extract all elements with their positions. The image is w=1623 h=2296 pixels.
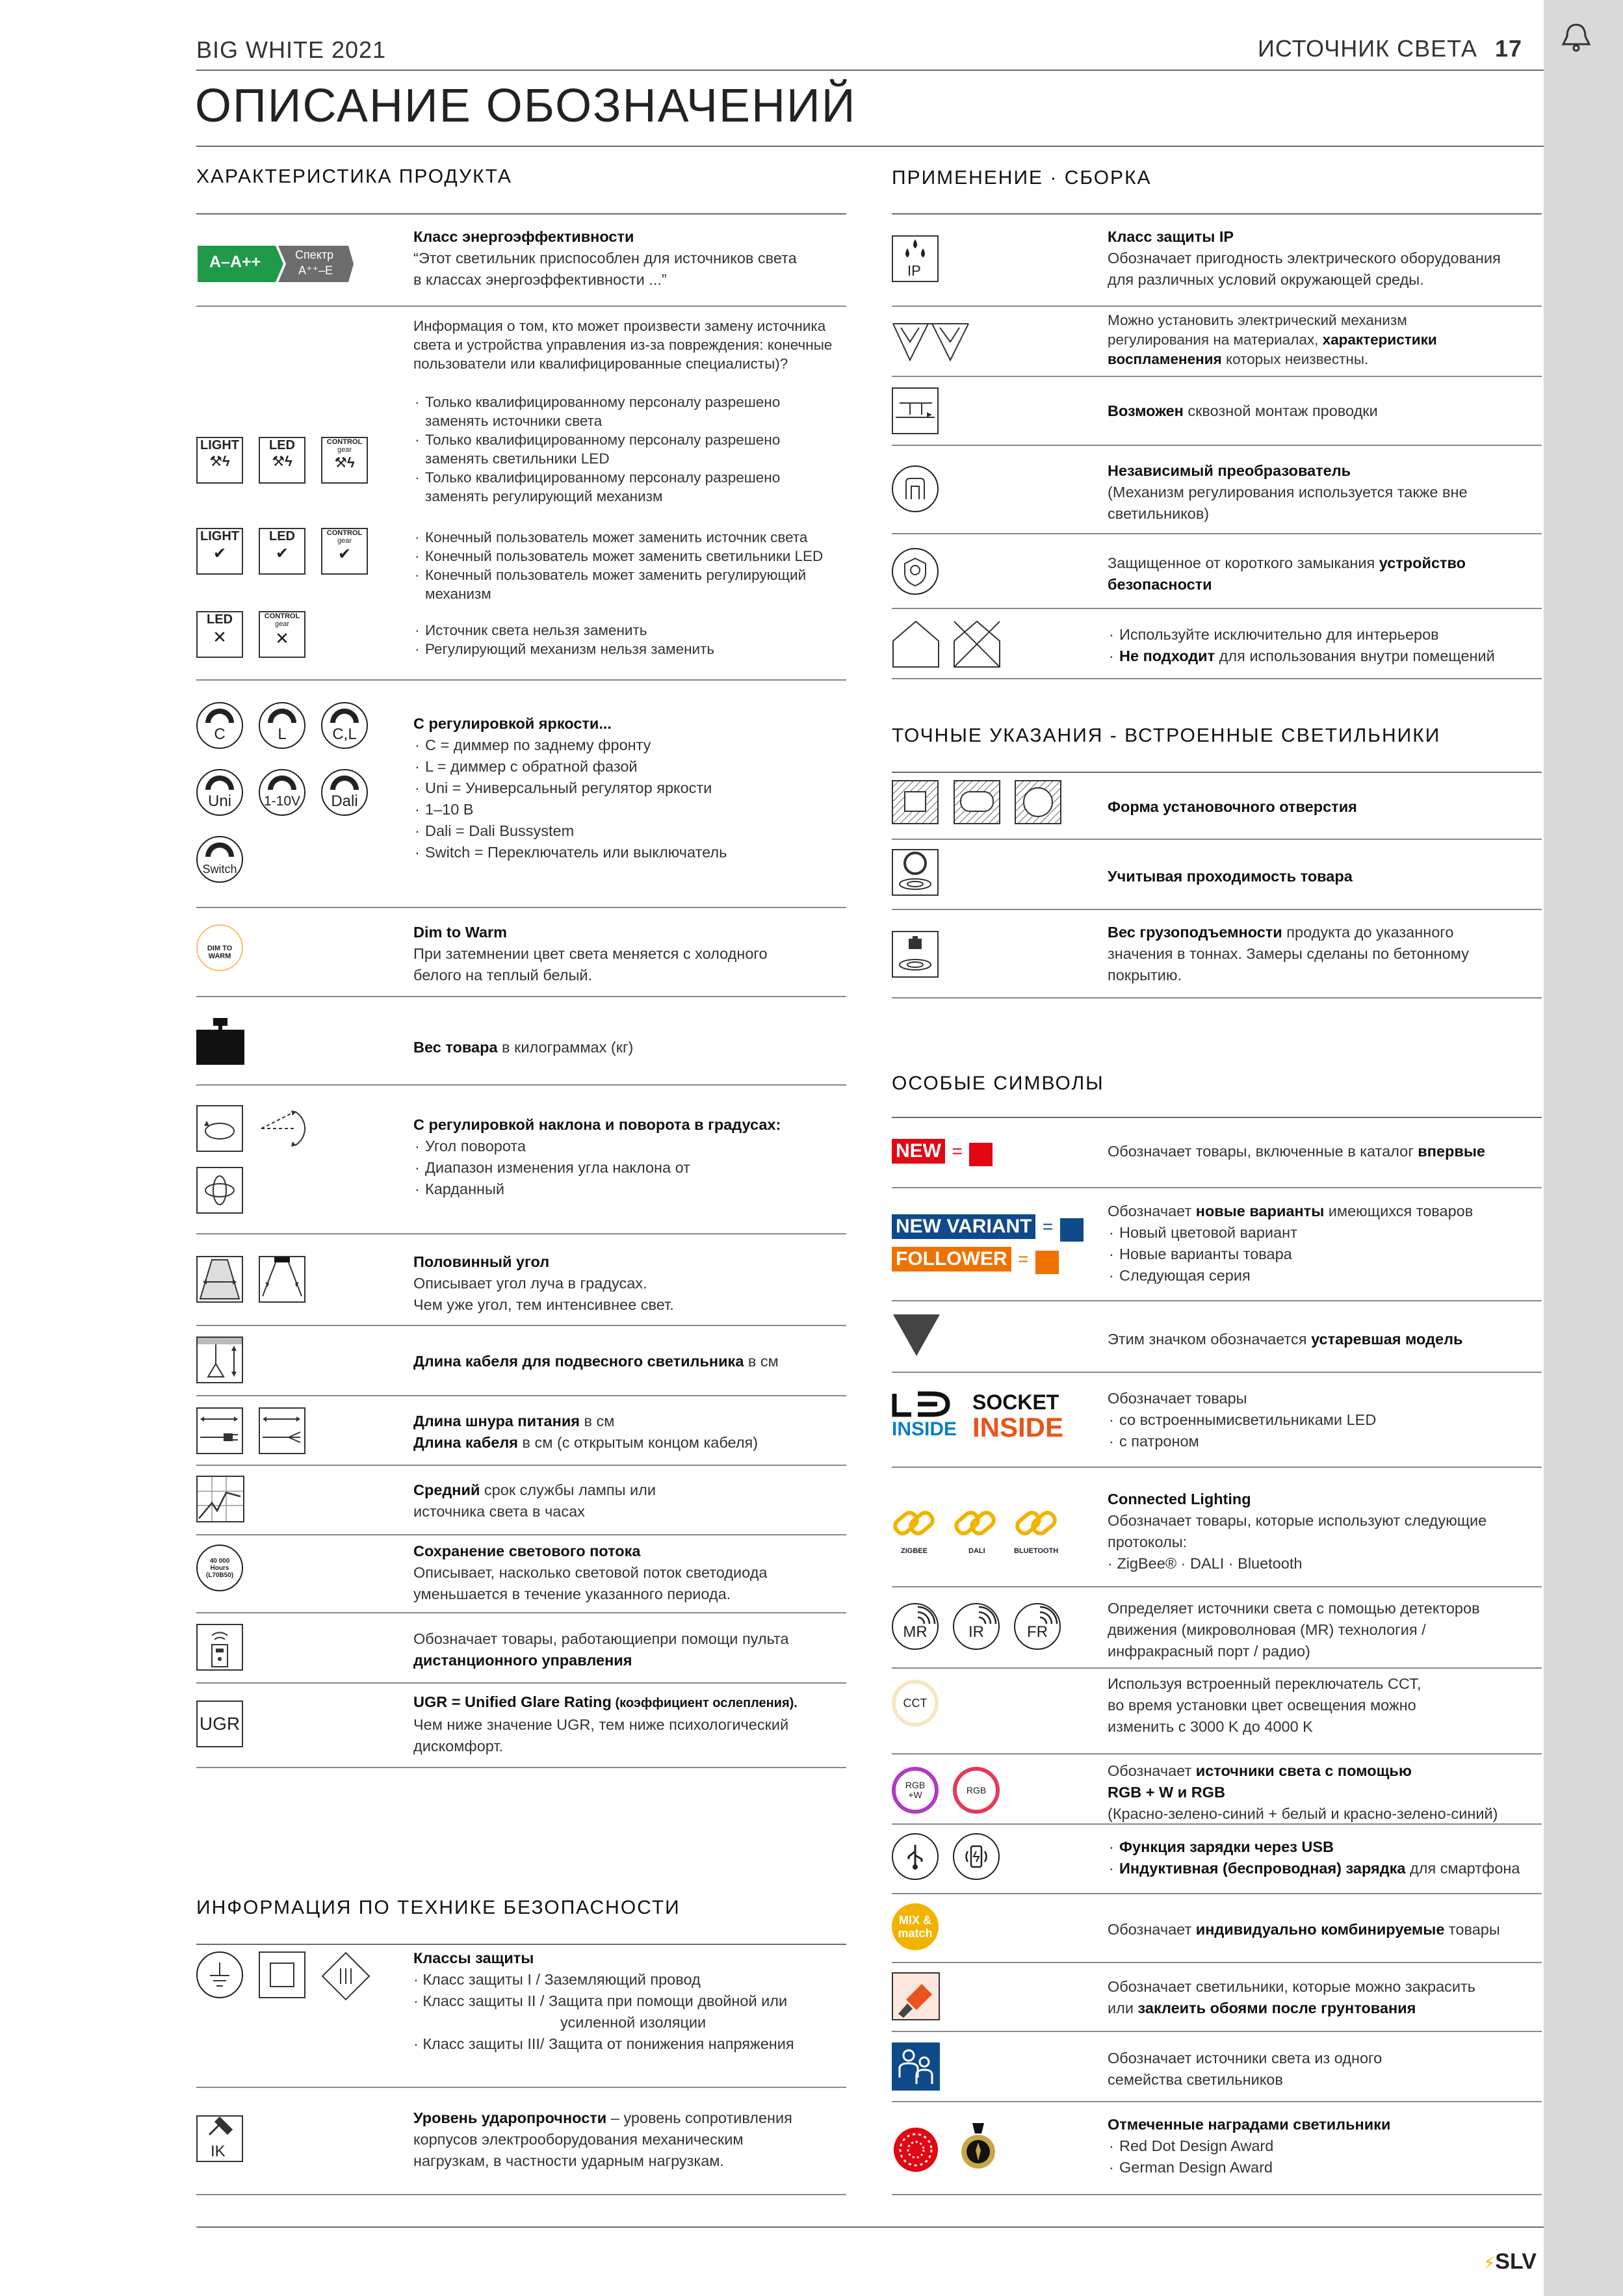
weight-text: Вес товара в килограммах (кг) (413, 1039, 634, 1056)
control-qualified-icon: CONTROL gear ⚒ϟ (321, 437, 368, 484)
new-tag: NEW (892, 1139, 945, 1164)
divider (196, 1325, 846, 1326)
follower-tag: FOLLOWER (892, 1247, 1011, 1272)
impact-resistance-text: Уровень ударопрочности – уровень сопротивления корпусов электрооборудования механическим нагрузкам, в частности ударным нагрузкам. (413, 2109, 792, 2169)
sensor-text: Определяет источники света с помощью детекторов движения (микроволновая (MR) технология / инфракрасный порт / радио) (1108, 1600, 1480, 1660)
paintable-text: Обозначает светильники, которые можно закрасить или заклеить обоями после грунтования (1108, 1978, 1476, 2016)
rgb-text: Обозначает источники света с помощью RGB + W и RGB (Красно-зелено-синий + белый и красно-зелено-синий) (1108, 1762, 1498, 1822)
divider (892, 1823, 1542, 1825)
remote-control-text: Обозначает товары, работающиепри помощи пульта дистанционного управления (413, 1630, 789, 1669)
section-recessed: ТОЧНЫЕ УКАЗАНИЯ - ВСТРОЕННЫЕ СВЕТИЛЬНИКИ (892, 725, 1441, 746)
divider (892, 1467, 1542, 1468)
divider (892, 839, 1542, 840)
cutout-text: Форма установочного отверстия (1108, 798, 1357, 815)
led-enduser-icon: LED ✔ (259, 528, 305, 575)
new-variant-text: Обозначает новые варианты имеющихся товаров · Новый цветовой вариант · Новые варианты товара · Следующая серия (1108, 1201, 1550, 1286)
divider (196, 2194, 846, 2195)
sensor-fr-icon: FR (1014, 1603, 1061, 1650)
divider (892, 909, 1542, 910)
energy-badge: A–A++ Спектр A⁺⁺–E (198, 246, 354, 282)
dimmer-switch-icon: Switch (196, 836, 243, 883)
gimbal-icon (196, 1167, 243, 1214)
mounting-surface-icon (892, 322, 970, 363)
divider (892, 1586, 1542, 1587)
lifetime-icon (196, 1476, 244, 1522)
rgb-icon: RGB (953, 1767, 1000, 1814)
divider (196, 679, 846, 681)
not-indoor-icon (953, 619, 1001, 668)
load-capacity-text: Вес грузоподъемности продукта до указанного значения в тоннах. Замеры сделаны по бетонному покрытию. (1108, 924, 1469, 984)
section-safety: ИНФОРМАЦИЯ ПО ТЕХНИКЕ БЕЗОПАСНОСТИ (196, 1897, 681, 1918)
dimmer-uni-icon: Uni (196, 769, 243, 816)
short-circuit-text: Защищенное от короткого замыкания устройство безопасности (1108, 554, 1466, 593)
new-variant-badge: NEW VARIANT = (892, 1214, 1084, 1242)
mix-match-icon: MIX & match (892, 1903, 939, 1950)
divider (892, 533, 1542, 534)
divider (892, 997, 1542, 998)
tilt-icon (259, 1105, 305, 1152)
short-circuit-icon (892, 548, 939, 595)
half-angle-icon (196, 1256, 243, 1303)
cutout-shape-icons (892, 780, 1067, 824)
drive-over-icon (892, 849, 939, 896)
replace-none: · Источник света нельзя заменить · Регулирующий механизм нельзя заменить (413, 621, 855, 659)
divider (892, 1667, 1542, 1669)
mix-match-text: Обозначает индивидуально комбинируемые товары (1108, 1921, 1500, 1938)
bell-icon (1557, 21, 1596, 53)
divider (892, 1187, 1542, 1188)
half-angle-wide-icon (259, 1256, 305, 1303)
section-application: ПРИМЕНЕНИЕ · СБОРКА (892, 167, 1152, 189)
divider (196, 1682, 846, 1684)
family-icon (892, 2042, 940, 2091)
section-special: ОСОБЫЕ СИМВОЛЫ (892, 1073, 1104, 1094)
footer-rule (196, 2226, 1544, 2228)
lumen-maintenance-text: Сохранение светового потока Описывает, насколько световой поток светодиода уменьшается в течение указанного периода. (413, 1543, 768, 1602)
lumen-maintenance-icon: 40 000 Hours (L70B50) (196, 1545, 243, 1591)
cct-icon: CCT (892, 1680, 939, 1727)
divider (892, 1893, 1542, 1894)
half-angle-text: Половинный угол Описывает угол луча в градусах. Чем уже угол, тем интенсивнее свет. (413, 1253, 674, 1313)
ip-rating-icon: IP (892, 235, 939, 282)
load-capacity-icon (892, 931, 939, 978)
obsolete-text: Этим значком обозначается устаревшая модель (1108, 1331, 1463, 1348)
mounting-surface-text: Можно установить электрический механизм регулирования на материалах, характеристики воспламенения которых неизвестны. (1108, 312, 1437, 367)
title-rule (196, 146, 1544, 147)
energy-text: Класс энергоэффективности “Этот светильник приспособлен для источников света в классах энергоэффективности ...” (413, 228, 797, 288)
divider (892, 1117, 1542, 1118)
tilt-text: С регулировкой наклона и поворота в градусах: · Угол поворота · Диапазон изменения угла наклона от · Карданный (413, 1114, 855, 1200)
section-product: ХАРАКТЕРИСТИКА ПРОДУКТА (196, 166, 512, 187)
protection-class-1-icon (196, 1951, 243, 1998)
cct-text: Используя встроенный переключатель ССТ, во время установки цвет освещения можно изменить с 3000 K до 4000 K (1108, 1675, 1422, 1735)
divider (196, 2087, 846, 2088)
replace-intro: Информация о том, кто может произвести замену источника света и устройства управления из-за повреждения: конечные пользователи или квалифицированные специалисты)? (413, 318, 833, 372)
light-enduser-icon: LIGHT ✔ (196, 528, 243, 575)
divider (892, 678, 1542, 679)
led-inside-logo: INSIDE (892, 1391, 957, 1443)
divider (892, 1753, 1542, 1755)
dimmer-l-icon: L (259, 702, 305, 749)
protection-classes-text: Классы защиты · Класс защиты I / Заземляющий провод · Класс защиты II / Защита при помощи двойной или усиленной изоляции · Класс защиты III/ Защита от понижения напряжения (413, 1950, 794, 2052)
led-qualified-icon: LED ⚒ϟ (259, 437, 305, 484)
divider (196, 1767, 846, 1768)
independent-converter-icon (892, 465, 939, 512)
page-number: 17 (1494, 35, 1522, 62)
remote-control-icon (196, 1624, 243, 1671)
divider (892, 1372, 1542, 1373)
dimmer-c-icon: C (196, 702, 243, 749)
pendant-cable-text: Длина кабеля для подвесного светильника в см (413, 1353, 779, 1370)
divider (196, 213, 846, 215)
dimmer-dali-icon: Dali (321, 769, 368, 816)
divider (196, 1233, 846, 1234)
dimmer-1-10v-icon: 1-10V (259, 769, 305, 816)
sensor-ir-icon: IR (953, 1603, 1000, 1650)
through-wiring-icon (892, 387, 939, 434)
open-cable-icon (259, 1407, 305, 1454)
lifetime-text: Средний срок службы лампы или источника света в часах (413, 1481, 656, 1520)
red-dot-award-icon (892, 2126, 940, 2174)
indoor-use-icon (892, 619, 940, 668)
obsolete-triangle-icon (893, 1314, 940, 1356)
divider (196, 907, 846, 908)
wireless-charging-icon (953, 1833, 1000, 1880)
dim-to-warm-text: Dim to Warm При затемнении цвет света меняется с холодного белого на теплый белый. (413, 924, 768, 984)
new-badge: NEW = (892, 1139, 993, 1166)
new-text: Обозначает товары, включенные в каталог впервые (1108, 1143, 1485, 1160)
divider (196, 1944, 846, 1945)
header-right (1258, 35, 1522, 62)
charging-text: · Функция зарядки через USB · Индуктивная (беспроводная) зарядка для смартфона (1108, 1836, 1550, 1879)
drive-over-text: Учитывая проходимость товара (1108, 868, 1353, 885)
divider (196, 996, 846, 997)
ugr-text: UGR = Unified Glare Rating (коэффициент ослепления). Чем ниже значение UGR, тем ниже психологический дискомфорт. (413, 1693, 798, 1755)
control-nonreplace-icon: CONTROL gear ✕ (259, 611, 305, 658)
ugr-icon: UGR (196, 1701, 243, 1747)
divider (196, 1534, 846, 1535)
german-design-award-icon (958, 2120, 998, 2174)
light-qualified-icon: LIGHT ⚒ϟ (196, 437, 243, 484)
divider (892, 1962, 1542, 1963)
protection-class-3-icon (321, 1951, 370, 2001)
page-sidebar (1544, 0, 1623, 2296)
header-section: ИСТОЧНИК СВЕТА (1258, 35, 1477, 62)
divider (892, 608, 1542, 609)
power-cord-icon (196, 1407, 243, 1454)
awards-text: Отмеченные наградами светильники · Red Dot Design Award · German Design Award (1108, 2114, 1550, 2178)
follower-badge: FOLLOWER = (892, 1247, 1059, 1274)
rotation-icon (196, 1105, 243, 1152)
inside-text: Обозначает товары · со встроеннымисветильниками LED · с патроном (1108, 1388, 1550, 1452)
divider (892, 2031, 1542, 2032)
independent-converter-text: Независимый преобразователь (Механизм регулирования используется также вне светильников) (1108, 462, 1468, 522)
ip-rating-text: Класс защиты IP Обозначает пригодность электрического оборудования для различных условий окружающей среды. (1108, 228, 1501, 288)
divider (892, 306, 1542, 307)
impact-resistance-icon: IK (196, 2115, 243, 2162)
divider (892, 1300, 1542, 1301)
dimmer-dials (196, 702, 391, 891)
protection-class-2-icon (259, 1951, 305, 1998)
dim-to-warm-icon: DIM TO WARM (196, 924, 243, 971)
connected-text: Connected Lighting Обозначает товары, которые используют следующие протоколы: · ZigBee® · DALI · Bluetooth (1108, 1491, 1487, 1572)
weight-icon (196, 1018, 244, 1065)
divider (892, 376, 1542, 377)
sensor-mr-icon: MR (892, 1603, 939, 1650)
control-enduser-icon: CONTROL gear ✔ (321, 528, 368, 575)
socket-inside-logo: SOCKET INSIDE (972, 1390, 1064, 1442)
family-text: Обозначает источники света из одного семейства светильников (1108, 2050, 1383, 2088)
divider (892, 445, 1542, 446)
rgbw-icon: RGB +W (892, 1767, 939, 1814)
slv-logo: ⚡SLV (1483, 2249, 1537, 2274)
divider (892, 2101, 1542, 2102)
dali-icon: DALI (953, 1507, 1002, 1556)
sensor-waves (892, 1603, 1067, 1650)
divider (892, 2194, 1542, 2195)
divider (196, 1465, 846, 1466)
paintable-icon (892, 1972, 940, 2020)
header-rule (196, 70, 1544, 71)
replace-qualified: · Только квалифицированному персоналу разрешено заменять источники света · Только квалифицированному персоналу разрешено заменять светильники LED · Только квалифицированному персоналу разрешено заменять регулирующий механизм (413, 393, 855, 506)
through-wiring-text: Возможен сквозной монтаж проводки (1108, 402, 1378, 419)
page-title: ОПИСАНИЕ ОБОЗНАЧЕНИЙ (195, 80, 857, 132)
header-left: BIG WHITE 2021 (196, 36, 387, 63)
divider (196, 1612, 846, 1613)
cord-text: Длина шнура питания в см Длина кабеля в см (с открытым концом кабеля) (413, 1413, 759, 1451)
indoor-text: · Используйте исключительно для интерьеров · Не подходит для использования внутри помещений (1108, 624, 1550, 667)
divider (196, 1395, 846, 1396)
zigbee-icon: ZIGBEE (892, 1507, 941, 1556)
divider (892, 772, 1542, 773)
bluetooth-icon: BLUETOOTH (1014, 1507, 1066, 1556)
divider (196, 306, 846, 307)
divider (892, 213, 1542, 215)
new-variant-tag: NEW VARIANT (892, 1214, 1035, 1239)
led-nonreplace-icon: LED ✕ (196, 611, 243, 658)
usb-icon (892, 1833, 939, 1880)
replace-enduser: · Конечный пользователь может заменить источник света · Конечный пользователь может заменить светильники LED · Конечный пользователь может заменить регулирующий механизм (413, 528, 855, 603)
dimmer-cl-icon: C,L (321, 702, 368, 749)
divider (196, 1084, 846, 1086)
pendant-cable-icon (196, 1337, 243, 1383)
dimming-text: С регулировкой яркости... · C = диммер по заднему фронту · L = диммер с обратной фазой · Uni = Универсальный регулятор яркости · 1–10 В · Dali = Dali Bussystem · Switch = Переключатель или выключатель (413, 713, 855, 863)
